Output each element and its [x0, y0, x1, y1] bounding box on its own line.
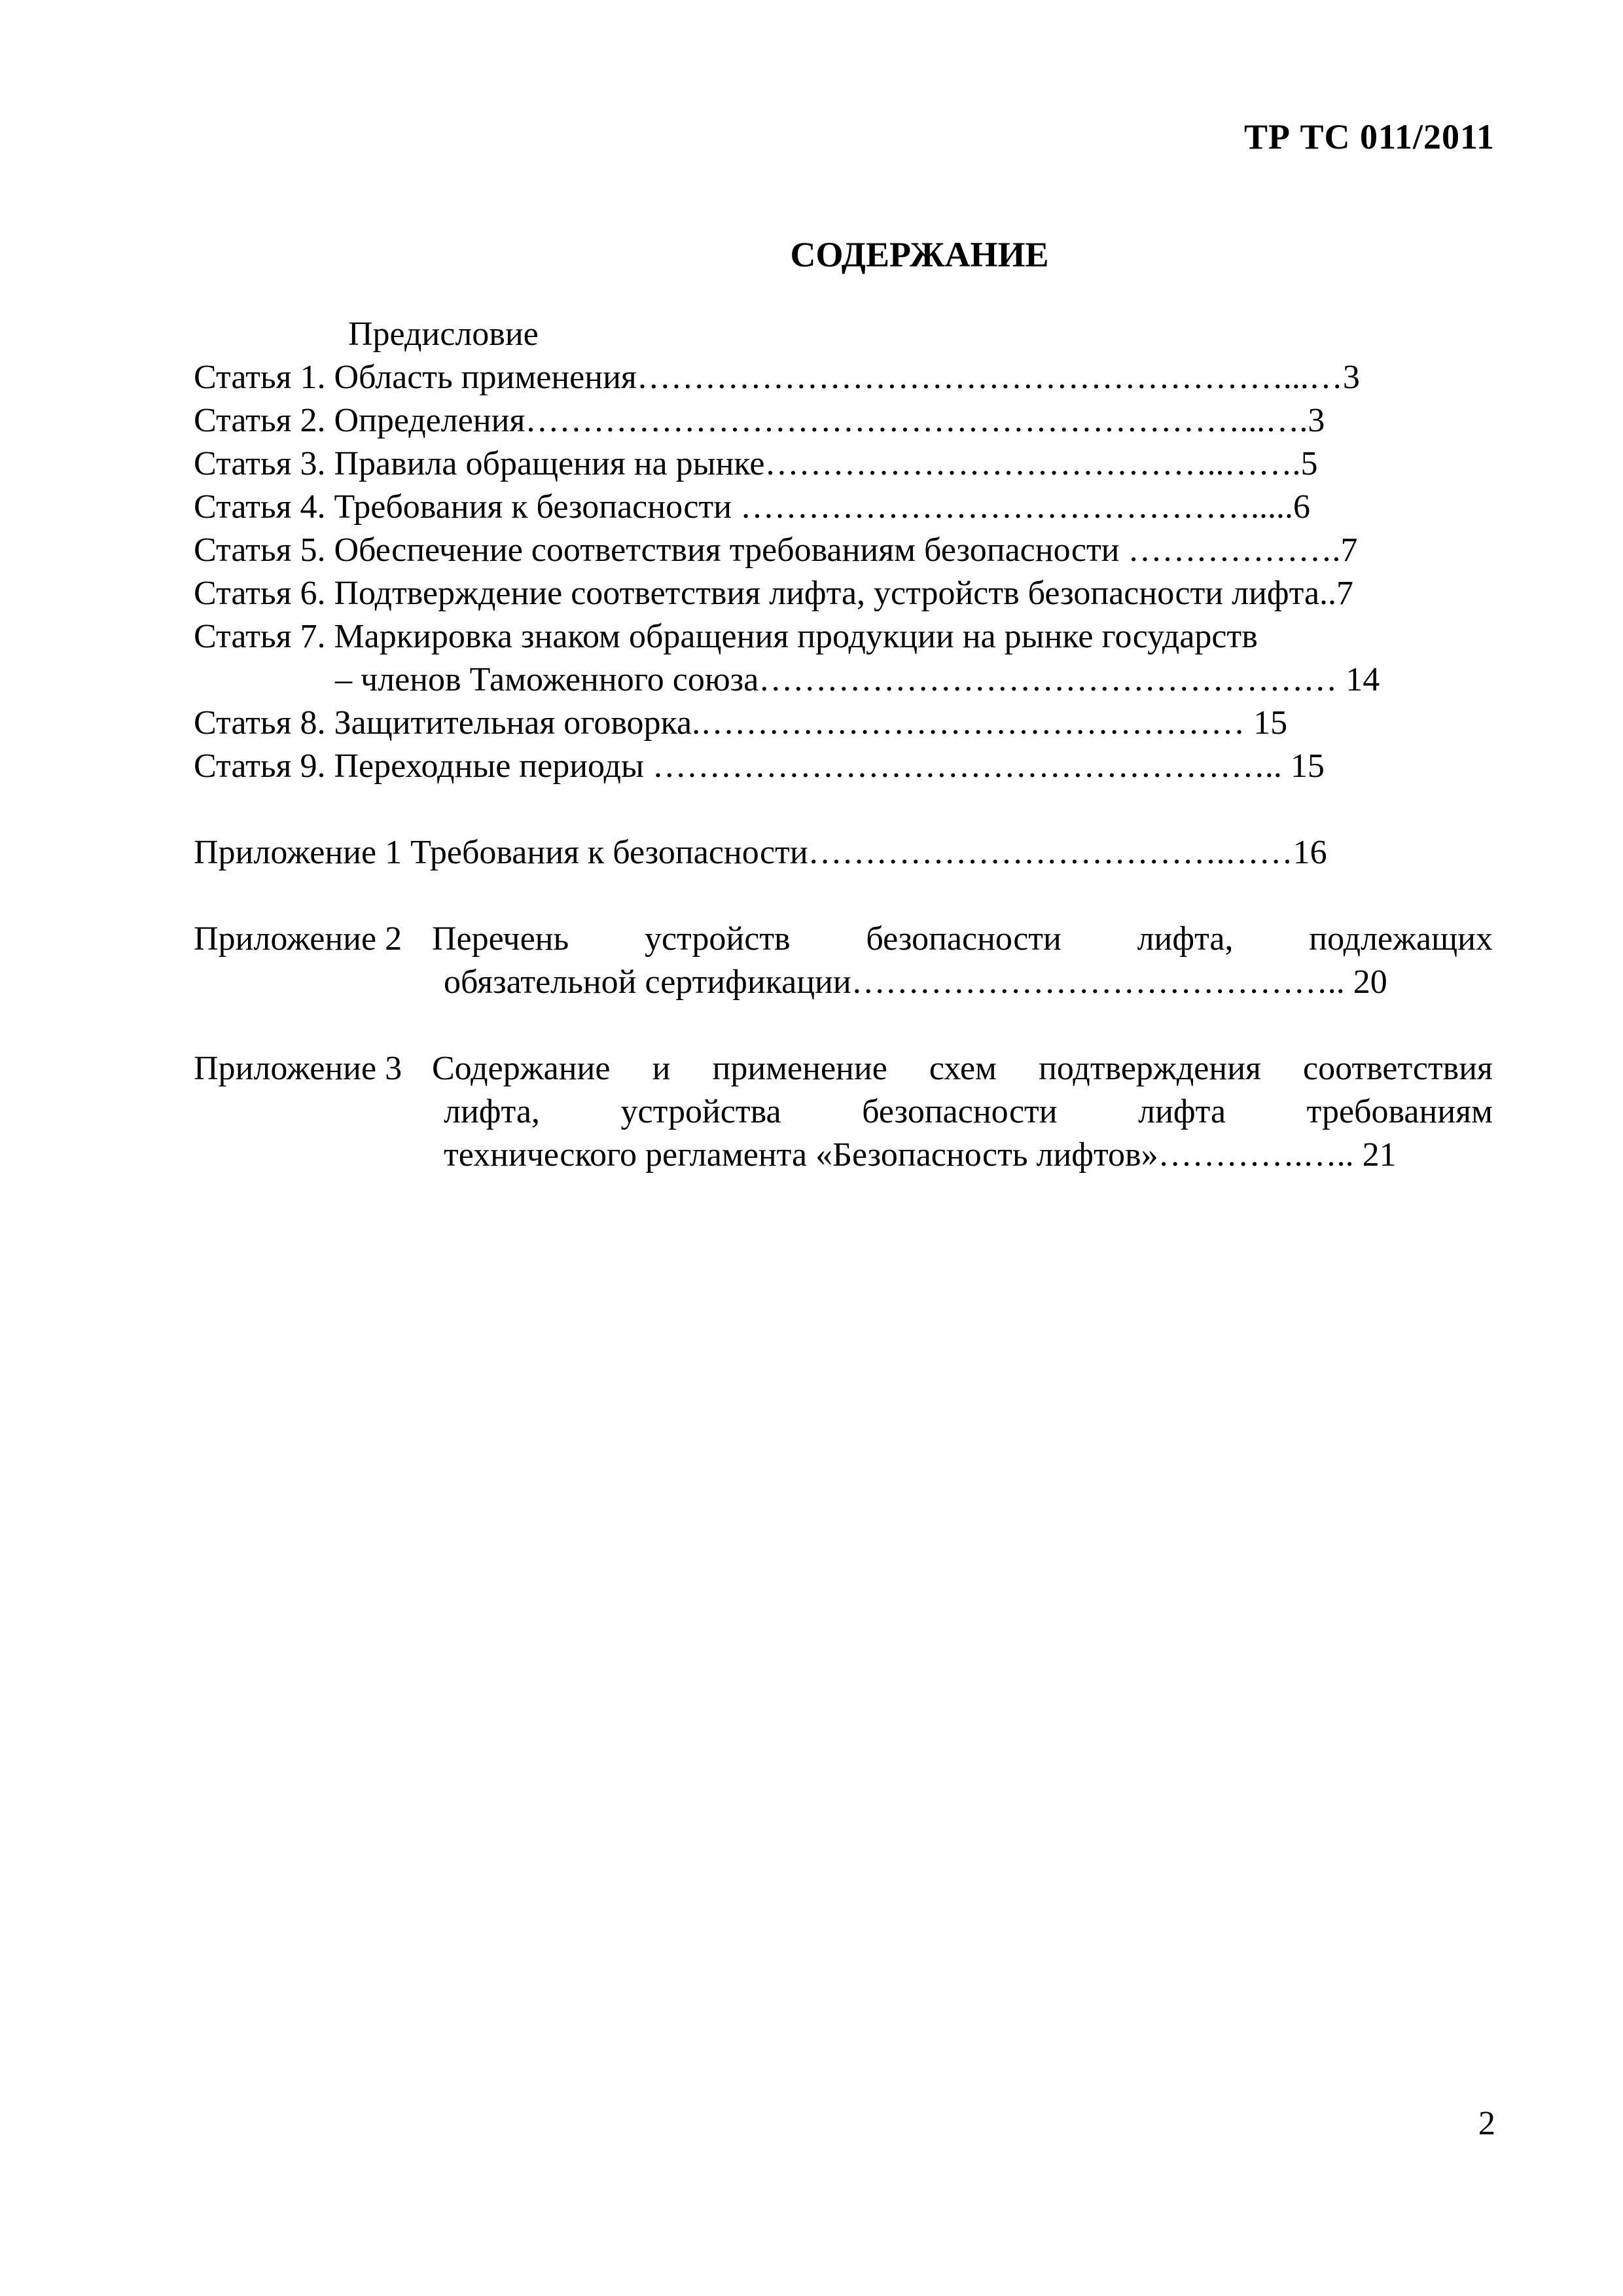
toc-article-4: Статья 4. Требования к безопасности ……………………………………….....6: [194, 488, 1311, 526]
toc-word: соответствия: [1303, 1050, 1493, 1087]
toc-word: подтверждения: [1039, 1050, 1261, 1087]
toc-appendix-3-line2: [444, 1090, 1493, 1134]
toc-article-6: Статья 6. Подтверждение соответствия лифта, устройств безопасности лифта..7: [194, 575, 1354, 612]
toc-word: безопасности: [866, 920, 1061, 958]
toc-word: применение: [712, 1050, 887, 1087]
toc-word: лифта,: [1137, 920, 1234, 958]
toc-word: безопасности: [862, 1093, 1058, 1130]
toc-article-8: Статья 8. Защитительная оговорка.………………………………………… 15: [194, 704, 1288, 742]
toc-word: подлежащих: [1309, 920, 1493, 958]
toc-title: СОДЕРЖАНИЕ: [790, 235, 1049, 274]
toc-preface: Предисловие: [348, 315, 539, 353]
toc-article-5: Статья 5. Обеспечение соответствия требованиям безопасности ……………….7: [194, 531, 1358, 569]
toc-word: лифта,: [444, 1093, 540, 1130]
toc-word: схем: [929, 1050, 997, 1087]
toc-word: лифта: [1138, 1093, 1226, 1130]
toc-word: требованиям: [1306, 1093, 1493, 1130]
doc-code: ТР ТС 011/2011: [1243, 117, 1495, 156]
toc-word: Содержание: [432, 1050, 611, 1087]
toc-appendix-3-line3: технического регламента «Безопасность лифтов»………….….. 21: [444, 1136, 1397, 1174]
toc-appendix-2-line2: обязательной сертификации…………………………………….. 20: [444, 963, 1387, 1001]
toc-word: устройств: [644, 920, 791, 958]
toc-article-7-cont: – членов Таможенного союза…………………………………………… 14: [335, 661, 1380, 698]
page-number: 2: [1478, 2105, 1495, 2142]
toc-article-3: Статья 3. Правила обращения на рынке…………………………………..…….5: [194, 445, 1318, 482]
toc-article-7: Статья 7. Маркировка знаком обращения продукции на рынке государств: [194, 618, 1258, 655]
toc-appendix-2-prefix: Приложение 2: [194, 920, 402, 958]
toc-appendix-3-prefix: Приложение 3: [194, 1050, 402, 1087]
toc-article-1: Статья 1. Область применения…………………………………………………...…3: [194, 359, 1360, 396]
toc-article-2: Статья 2. Определения………………………………………………………...….3: [194, 402, 1325, 439]
toc-article-9: Статья 9. Переходные периоды ……………………………………………….. 15: [194, 747, 1325, 785]
toc-appendix-2-line1: [432, 918, 1493, 961]
toc-appendix-3-line1: [432, 1047, 1493, 1090]
toc-word: Перечень: [432, 920, 569, 958]
toc-word: и: [652, 1050, 671, 1087]
toc-appendix-1: Приложение 1 Требования к безопасности……………………………….……16: [194, 834, 1327, 871]
toc-word: устройства: [620, 1093, 781, 1130]
